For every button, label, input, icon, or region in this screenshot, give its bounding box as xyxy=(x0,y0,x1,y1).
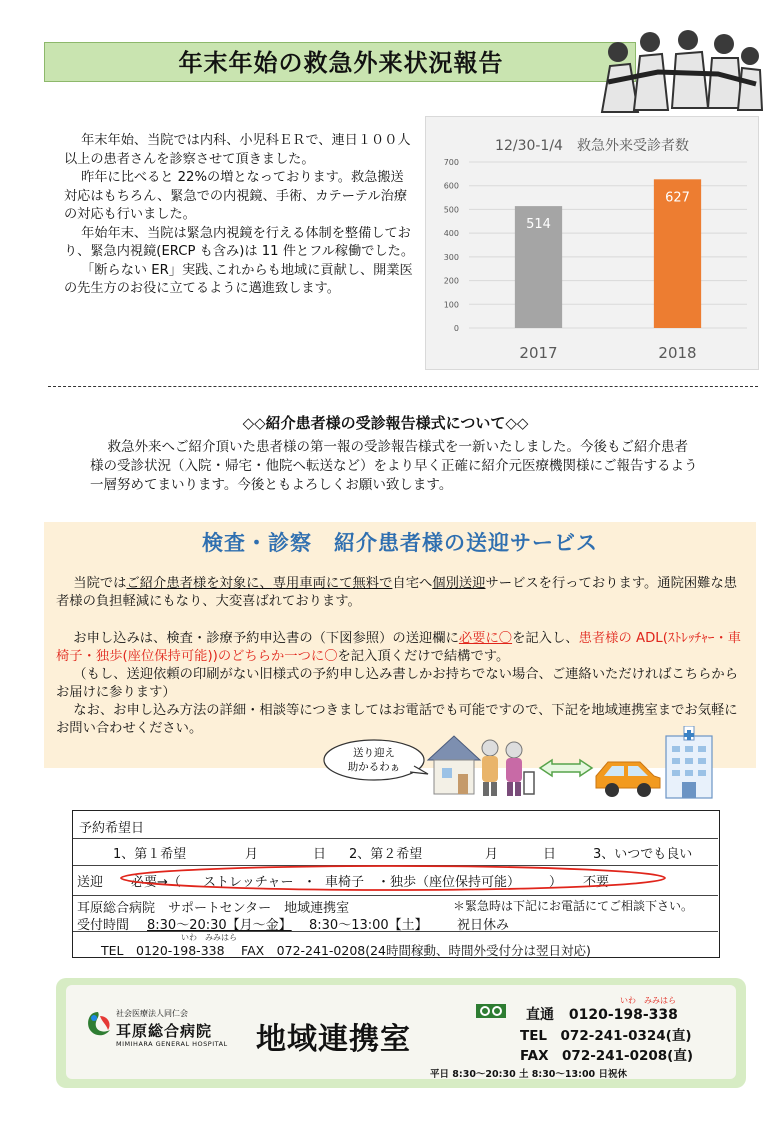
form-row-date: 予約希望日 xyxy=(79,821,145,836)
service-paragraph-2 xyxy=(56,630,748,738)
hospital-logo-icon xyxy=(84,1008,114,1040)
speech-bubble xyxy=(322,738,432,784)
svc-p1-b: ご紹介患者様を対象に、 xyxy=(126,576,273,591)
page-title: 年末年始の救急外来状況報告 xyxy=(178,49,504,77)
staff-illustration xyxy=(588,22,766,118)
chart-y-tick-label: 500 xyxy=(443,205,459,215)
er-visits-chart xyxy=(425,116,759,370)
svc-p2-c: を記入し、 xyxy=(512,631,579,646)
contact-dept: 耳原総合病院 サポートセンター 地域連携室 xyxy=(77,901,350,916)
bubble-line-1: 送り迎え xyxy=(353,747,395,759)
transport-stretcher: ストレッチャー xyxy=(203,875,294,890)
chart-gridlines xyxy=(469,162,747,328)
form-line xyxy=(73,895,718,896)
referral-body xyxy=(90,438,700,495)
hospital-icon xyxy=(666,726,712,798)
chart-x-tick-label-2017: 2017 xyxy=(519,344,558,362)
elderly-couple-icon xyxy=(482,740,534,796)
referral-paragraph: 救急外来へご紹介頂いた患者様の第一報の受診報告様式を一新いたしました。今後もご紹介患者様の受診状況（入院・帰宅・他院へ転送など）をより早く正確に紹介元医療機関様にご報告するよう一層努めてまいります。今後ともよろしくお願い致します。 xyxy=(90,439,698,493)
footer-ruby: いわ みみはら xyxy=(620,996,676,1005)
footer-hospital-en: MIMIHARA GENERAL HOSPITAL xyxy=(116,1040,228,1048)
transport-needed: 必要→（ xyxy=(131,875,181,890)
pref-2-day: 日 xyxy=(543,847,557,862)
footer-direct-label: 直通 xyxy=(526,1007,554,1023)
footer-hospital-name: 耳原総合病院 xyxy=(116,1022,213,1040)
svc-p1-d: 無料で xyxy=(352,576,393,591)
intro-paragraph-4: 「断らない ER」実践､これからも地域に貢献し、開業医の先生方のお役に立てるように邁進致します。 xyxy=(64,262,413,296)
transport-label: 送迎 xyxy=(77,875,104,890)
emergency-note: ＊緊急時は下記にお電話にてご相談下さい。 xyxy=(453,899,694,913)
svc-p1-a: 当院では xyxy=(73,576,127,591)
transport-wheelchair: 車椅子 xyxy=(325,875,365,890)
footer-tel: TEL 072-241-0324(直) xyxy=(520,1028,692,1044)
chart-y-tick-label: 100 xyxy=(443,300,459,310)
svc-p2-a: お申し込みは、検査・診療予約申込書の（下図参照）の送迎欄に xyxy=(73,631,459,646)
form-line xyxy=(73,931,718,932)
double-arrow-icon xyxy=(540,760,592,776)
chart-x-tick-labels xyxy=(519,344,696,362)
dashed-divider xyxy=(48,386,758,387)
svc-p2-d: 患者様の ADL(ｽﾄﾚｯﾁｬｰ・車椅子・独歩(座位保持可能))のどちらか一つに〇 xyxy=(56,631,742,664)
transport-sep: ・ xyxy=(303,875,317,890)
footer-hours: 平日 8:30〜20:30 土 8:30〜13:00 日祝休 xyxy=(430,1069,627,1080)
footer-direct xyxy=(526,1004,678,1024)
svc-p4: なお、お申し込み方法の詳細・相談等につきましてはお電話でも可能ですので、下記を地域連携室までお気軽にお問い合わせください。 xyxy=(56,703,738,736)
form-ruby: いわ みみはら xyxy=(181,933,237,942)
transport-not-needed: 不要 xyxy=(583,875,610,890)
chart-y-tick-labels xyxy=(444,158,459,333)
intro-paragraph-2: 昨年に比べると 22%の増となっております。救急搬送対応はもちろん、緊急での内視鏡、手術、カテーテル治療の対応も行いました。 xyxy=(64,170,408,222)
chart-y-tick-label: 0 xyxy=(453,324,459,333)
house-icon xyxy=(428,736,480,794)
pref-1-day: 日 xyxy=(313,847,327,862)
pref-2: 2、第２希望 xyxy=(349,847,423,862)
referral-heading: ◇◇紹介患者様の受診報告様式について◇◇ xyxy=(242,414,529,432)
svc-p3: （もし、送迎依頼の印刷がない旧様式の予約申し込み書しかお持ちでない場合、ご連絡いただければこちらからお届けに参ります） xyxy=(56,667,738,700)
chart-y-tick-label: 400 xyxy=(443,229,459,239)
transport-service-heading: 検査・診察 紹介患者様の送迎サービス xyxy=(202,531,598,555)
car-icon xyxy=(596,762,660,797)
chart-y-tick-label: 600 xyxy=(443,181,459,191)
pref-1-month: 月 xyxy=(245,847,259,862)
chart-y-tick-label: 200 xyxy=(443,276,459,286)
svc-p1-f: 個別送迎 xyxy=(432,576,486,591)
chart-data-label-2017: 514 xyxy=(526,217,551,233)
pref-3: 3、いつでも良い xyxy=(593,847,693,862)
hours-label: 受付時間 xyxy=(77,918,130,933)
pref-1: 1、第１希望 xyxy=(113,847,187,862)
form-row-phone: TEL 0120-198-338 FAX 072-241-0208(24時間稼動、時間外受付分は翌日対応) xyxy=(101,943,591,958)
hours-saturday: 8:30〜13:00【土】 xyxy=(309,918,428,933)
bubble-line-2: 助かるわぁ xyxy=(347,761,401,773)
chart-data-label-2018: 627 xyxy=(665,190,690,206)
intro-text xyxy=(64,132,416,299)
pref-2-month: 月 xyxy=(485,847,499,862)
footer-fax: FAX 072-241-0208(直) xyxy=(520,1048,694,1064)
form-line xyxy=(73,838,718,839)
svc-p1-c: 専用車両にて xyxy=(272,576,353,591)
transport-walking: ・独歩（座位保持可能） xyxy=(377,875,521,890)
reservation-form-excerpt xyxy=(72,810,720,958)
red-circle-mark xyxy=(117,863,673,893)
footer-org: 社会医療法人同仁会 xyxy=(116,1009,188,1018)
intro-paragraph-1: 年末年始、当院では内科、小児科ＥＲで、連日１００人以上の患者さんを診察させて頂きました。 xyxy=(64,133,411,167)
svc-p1-g: サービスを行っております。通院困難な患者様の負担軽減にもなり、大変喜ばれております。 xyxy=(56,576,738,609)
service-paragraph-1 xyxy=(56,575,748,611)
free-dial-icon xyxy=(476,1004,506,1018)
title-banner xyxy=(44,42,636,82)
footer-dept-name: 地域連携室 xyxy=(256,1022,411,1057)
svc-p2-b: 必要に〇 xyxy=(458,631,513,646)
svc-p2-e: を記入頂くだけで結構です。 xyxy=(337,649,510,664)
chart-x-tick-label-2018: 2018 xyxy=(658,344,697,362)
intro-paragraph-3: 年始年末、当院は緊急内視鏡を行える体制を整備しており、緊急内視鏡(ERCP も含み)は 11 件とフル稼働でした。 xyxy=(64,225,415,259)
chart-title: 12/30-1/4 救急外来受診者数 xyxy=(495,138,689,154)
svc-p1-e: 自宅へ xyxy=(392,576,433,591)
chart-y-tick-label: 700 xyxy=(443,158,459,167)
hours-weekday: 8:30〜20:30【月〜金】 xyxy=(147,918,292,933)
chart-y-tick-label: 300 xyxy=(443,252,459,262)
transport-illustration xyxy=(420,726,720,806)
transport-close: ） xyxy=(549,875,563,890)
hours-holiday: 祝日休み xyxy=(457,918,510,933)
footer-direct-number: 0120-198-338 xyxy=(568,1007,678,1023)
